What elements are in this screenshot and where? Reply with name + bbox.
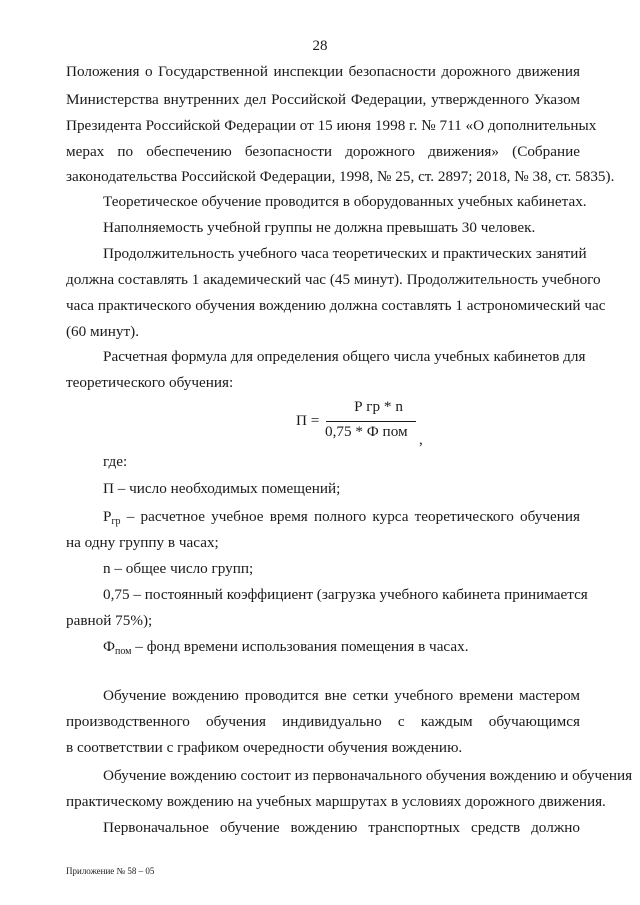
para4-line-1: Продолжительность учебного часа теоретических и практических занятий xyxy=(103,245,587,262)
para7-line-2: практическому вождению на учебных маршрутах в условиях дорожного движения. xyxy=(66,793,606,810)
para5-line-2: теоретического обучения: xyxy=(66,374,234,391)
para7-line-1: Обучение вождению состоит из первоначального обучения вождению и обучения xyxy=(103,767,633,784)
formula-denominator: 0,75 * Ф пом xyxy=(325,423,408,440)
definition-075-line-1: 0,75 – постоянный коэффициент (загрузка учебного кабинета принимается xyxy=(103,586,588,603)
formula-lhs: П = xyxy=(296,412,320,429)
definition-rgr-symbol: Р xyxy=(103,508,112,525)
para3: Наполняемость учебной группы не должна превышать 30 человек. xyxy=(103,219,536,236)
para4-line-3: часа практического обучения вождению должна составлять 1 астрономический час xyxy=(66,297,606,314)
definition-f-subscript: пом xyxy=(115,646,132,657)
definition-f xyxy=(66,637,580,662)
para1-line-1: Положения о Государственной инспекции безопасности дорожного движения xyxy=(66,63,580,80)
para2: Теоретическое обучение проводится в оборудованных учебных кабинетах. xyxy=(103,193,587,210)
footer-label: Приложение № 58 – 05 xyxy=(66,866,155,876)
page-number: 28 xyxy=(312,38,328,54)
para6-line-3: в соответствии с графиком очередности обучения вождению. xyxy=(66,739,463,756)
definition-n: n – общее число групп; xyxy=(103,560,254,577)
definition-f-text: – фонд времени использования помещения в часах. xyxy=(135,638,469,655)
definition-rgr-text: – расчетное учебное время полного курса теоретического обучения xyxy=(126,508,580,525)
para5-line-1: Расчетная формула для определения общего числа учебных кабинетов для xyxy=(103,348,586,365)
para6-line-2: производственного обучения индивидуально с каждым обучающимся xyxy=(66,713,580,730)
formula-numerator: Р гр * n xyxy=(354,398,403,415)
para6-line-1: Обучение вождению проводится вне сетки учебного времени мастером xyxy=(103,687,580,704)
para1-line-5: законодательства Российской Федерации, 1998, № 25, ст. 2897; 2018, № 38, ст. 5835). xyxy=(66,168,615,185)
para8-line-1: Первоначальное обучение вождению транспортных средств должно xyxy=(103,819,580,836)
para1-line-2: Министерства внутренних дел Российской Федерации, утвержденного Указом xyxy=(66,91,580,108)
para4-line-2: должна составлять 1 академический час (45 минут). Продолжительность учебного xyxy=(66,271,601,288)
definition-075-line-2: равной 75%); xyxy=(66,612,153,629)
definition-p: П – число необходимых помещений; xyxy=(103,480,341,497)
definition-rgr-line-2: на одну группу в часах; xyxy=(66,534,219,551)
definition-rgr-line-1 xyxy=(66,507,580,532)
definition-f-symbol: Ф xyxy=(103,638,115,655)
definition-rgr-subscript: гр xyxy=(111,516,121,527)
para1-line-3: Президента Российской Федерации от 15 июня 1998 г. № 711 «О дополнительных xyxy=(66,117,597,134)
para4-line-4: (60 минут). xyxy=(66,323,139,340)
formula-fraction-bar xyxy=(326,421,416,422)
formula-comma: , xyxy=(419,431,423,448)
where-label: где: xyxy=(103,453,128,470)
para1-line-4: мерах по обеспечению безопасности дорожного движения» (Собрание xyxy=(66,143,580,160)
